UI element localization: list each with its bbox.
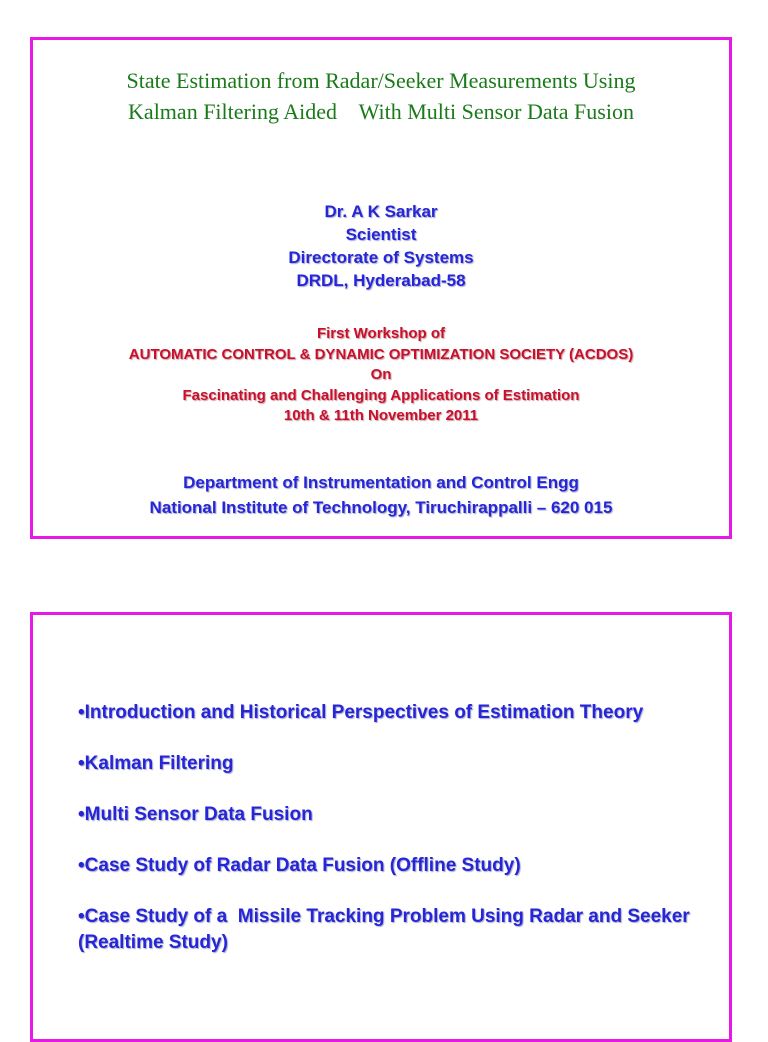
workshop-line-1: First Workshop of [316,325,446,342]
outline-list [78,700,698,981]
bullet-icon: • [78,753,85,774]
list-item-text: Kalman Filtering [84,753,234,774]
list-item-text: Introduction and Historical Perspectives of Estimation Theory [84,702,644,723]
list-item-text: Case Study of Radar Data Fusion (Offline Study) [84,855,521,876]
list-item [78,751,698,777]
workshop-block [33,324,729,427]
institute-name: National Institute of Technology, Tiruchirappalli – 620 015 [149,498,613,517]
list-item [78,904,698,956]
list-item [78,802,698,828]
list-item-text: Case Study of a Missile Tracking Problem Using Radar and Seeker (Realtime Study) [78,906,695,953]
title-slide [30,37,732,539]
department-name: Department of Instrumentation and Control Engg [183,473,579,492]
workshop-on: On [370,366,392,383]
workshop-topic: Fascinating and Challenging Applications of Estimation [182,386,580,404]
author-name: Dr. A K Sarkar [324,202,438,221]
workshop-society: AUTOMATIC CONTROL & DYNAMIC OPTIMIZATION SOCIETY (ACDOS) [128,345,634,363]
author-location: DRDL, Hyderabad-58 [296,271,466,290]
workshop-date: 10th & 11th November 2011 [283,407,479,424]
list-item [78,700,698,726]
list-item [78,853,698,879]
bullet-icon: • [78,702,85,723]
presentation-title [33,65,729,127]
list-item-text: Multi Sensor Data Fusion [84,804,313,825]
author-block [33,200,729,292]
author-org: Directorate of Systems [288,248,474,267]
bullet-icon: • [78,855,85,876]
author-role: Scientist [345,225,417,244]
outline-slide [30,612,732,1042]
bullet-icon: • [78,804,85,825]
bullet-icon: • [78,906,85,927]
title-line-2: Kalman Filtering Aided With Multi Sensor Data Fusion [128,99,634,124]
title-line-1: State Estimation from Radar/Seeker Measurements Using [126,68,636,93]
department-block [33,470,729,520]
